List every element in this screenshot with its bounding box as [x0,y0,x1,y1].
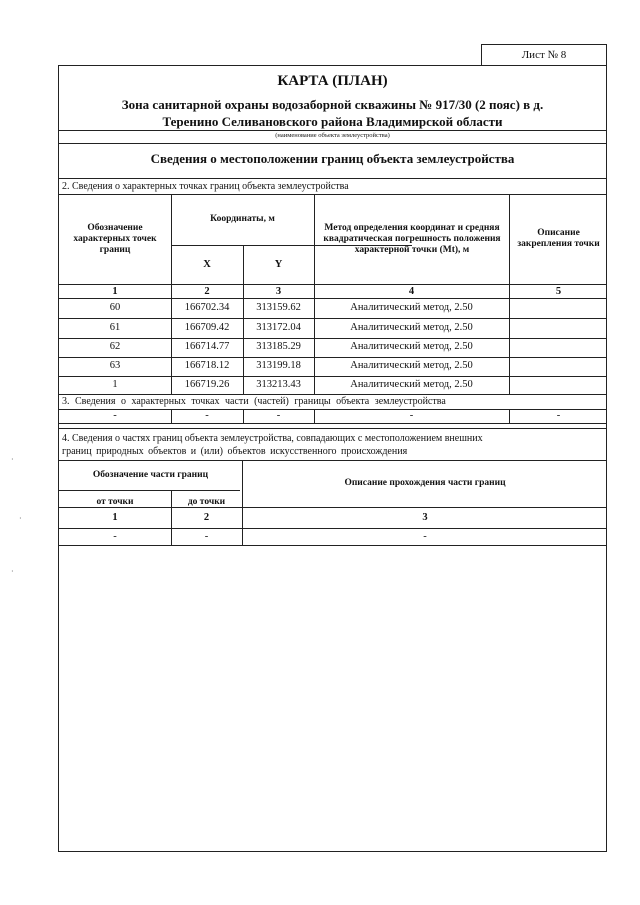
col-number: 1 [112,512,118,523]
margin-mark: · [19,514,22,523]
cell-method: Аналитический метод, 2.50 [350,360,473,371]
cell-point: 1 [112,379,118,390]
cell-method: Аналитический метод, 2.50 [350,302,473,313]
cell-dash: - [113,410,117,421]
cell-dash: - [276,410,281,421]
sheet-number: Лист № 8 [481,44,607,65]
cell-x: 166709.42 [184,322,230,333]
cell-y: 313159.62 [256,302,301,313]
divider [59,143,606,144]
section-title: Сведения о местоположении границ объекта землеустройства [150,151,515,166]
col-number: 3 [275,286,282,297]
section3-caption: 3. Сведения о характерных точках части (частей) границы объекта землеустройства [62,396,446,407]
cell-dash: - [205,410,209,421]
document-title: КАРТА (ПЛАН) [277,73,388,89]
divider [59,130,606,131]
cell-dash: - [409,410,414,421]
divider [59,428,606,429]
divider [59,178,606,179]
header-coordinates: Координаты, м [210,214,275,224]
object-name-line2: Теренино Селивановского района Владимирской области [162,114,503,129]
cell-x: 166702.34 [184,302,230,313]
divider [59,318,606,319]
divider [59,357,606,358]
cell-point: 60 [109,302,121,313]
divider [59,298,606,299]
cell-y: 313172.04 [256,322,301,333]
cell-method: Аналитический метод, 2.50 [350,341,473,352]
cell-dash: - [423,531,427,542]
header-y: Y [274,259,283,270]
document-frame [58,65,607,852]
col-number: 1 [112,286,118,297]
divider [59,338,606,339]
object-name-note: (наименование объекта землеустройства) [275,132,390,139]
cell-y: 313199.18 [256,360,301,371]
divider [59,545,606,546]
header-from-wrap [59,491,171,506]
cell-point: 62 [109,341,121,352]
margin-mark: · [11,567,14,576]
header-part: Обозначение части границ [92,469,209,480]
divider [59,423,606,424]
divider [59,507,606,508]
object-name-line1: Зона санитарной охраны водозаборной скважины № 917/30 (2 пояс) в д. [121,97,544,112]
cell-dash: - [556,410,561,421]
header-to-wrap [171,491,242,506]
cell-method: Аналитический метод, 2.50 [350,322,473,333]
cell-y: 313213.43 [256,379,301,390]
header-description: Описание закрепления точки [517,228,600,249]
divider [59,376,606,377]
col-number: 2 [204,286,210,297]
header-x: X [203,259,211,270]
col-number: 2 [203,512,210,523]
col-number: 3 [422,512,428,523]
section4-caption-line2: границ природных объектов и (или) объектов искусственного происхождения [62,446,408,457]
col-number: 5 [555,286,562,297]
header-method: Метод определения координат и средняя квадратическая погрешность положения характерной точки (Mt), м [323,222,501,255]
cell-x: 166718.12 [184,360,230,371]
margin-mark: · [11,455,14,464]
header-part-description: Описание прохождения части границ [344,478,506,488]
divider [59,528,606,529]
divider [59,284,606,285]
col-number: 4 [408,286,415,297]
section2-caption: 2. Сведения о характерных точках границ объекта землеустройства [62,181,349,192]
cell-point: 61 [109,322,121,333]
cell-x: 166714.77 [184,341,230,352]
cell-x: 166719.26 [184,379,230,390]
header-to: до точки [187,496,226,506]
cell-dash: - [204,531,209,542]
header-point: Обозначение характерных точек границ [73,222,157,255]
section4-caption-line1: 4. Сведения о частях границ объекта землеустройства, совпадающих с местоположением внешних [62,433,483,444]
cell-y: 313185.29 [256,341,301,352]
header-from: от точки [96,496,134,506]
divider [59,394,606,395]
cell-dash: - [113,531,117,542]
cell-method: Аналитический метод, 2.50 [350,379,473,390]
cell-point: 63 [109,360,121,371]
